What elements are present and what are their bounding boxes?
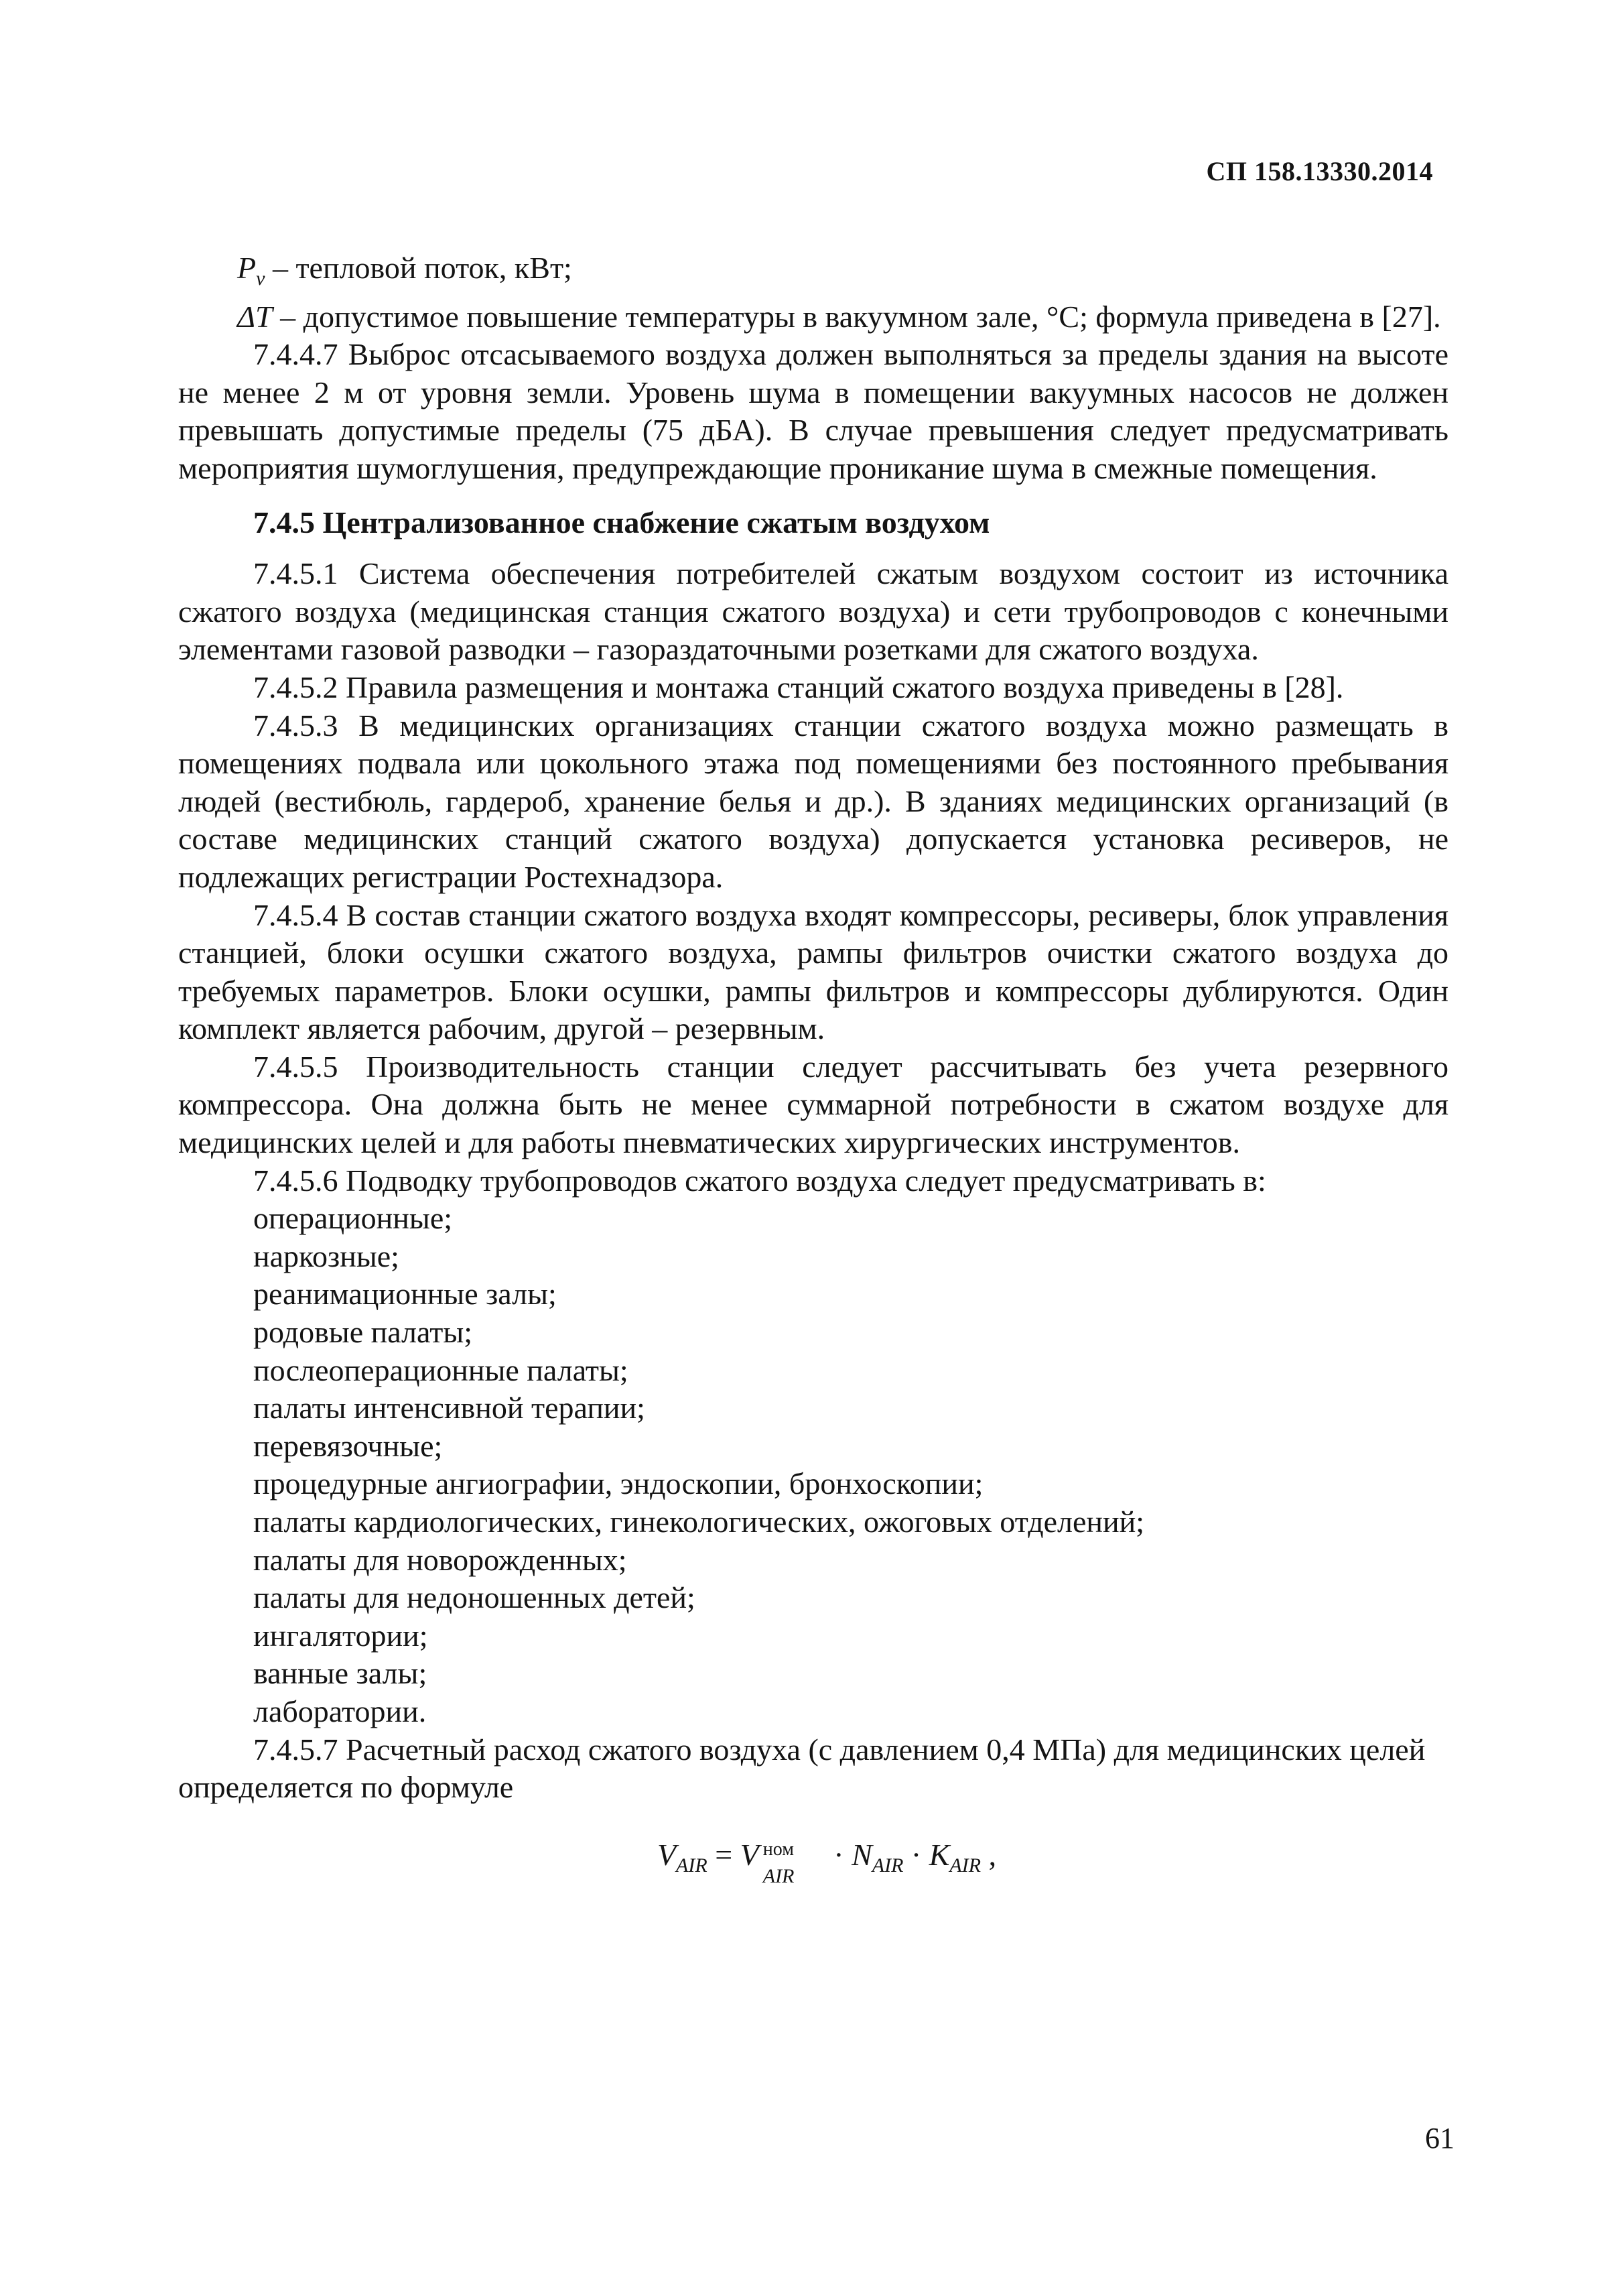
paragraph-7-4-5-4: 7.4.5.4 В состав станции сжатого воздуха входят компрессоры, ресиверы, блок управления станцией, блоки осушки сжатого воздуха, рампы фильтров очистки сжатого воздуха до требуемых параметров. Блоки осушки, рампы фильтров и компрессоры дублируются. Один комплект является рабочим, другой – резервным. xyxy=(178,897,1448,1046)
formula-v-air xyxy=(178,1836,1448,1885)
list-item: перевязочные; xyxy=(253,1428,443,1463)
list-item: палаты для недоношенных детей; xyxy=(253,1580,695,1615)
section-heading: 7.4.5 Централизованное снабжение сжатым воздухом xyxy=(253,505,990,539)
paragraph-7-4-5-5: 7.4.5.5 Производительность станции следует рассчитывать без учета резервного компрессора. Она должна быть не менее суммарной потребности в сжатом воздухе для медицинских целей и для работы пневматических хирургических инструментов. xyxy=(178,1049,1448,1160)
rooms-list xyxy=(178,1200,1448,1730)
document-code: СП 158.13330.2014 xyxy=(1206,156,1433,186)
formula-v-superscript: ном xyxy=(762,1838,794,1860)
formula-k-subscript: AIR xyxy=(949,1854,982,1876)
page-number: 61 xyxy=(1425,2122,1455,2155)
list-item: наркозные; xyxy=(253,1238,399,1273)
list-item: ванные залы; xyxy=(253,1656,427,1691)
formula-lhs-subscript: AIR xyxy=(676,1854,707,1876)
paragraph-7-4-5-6: 7.4.5.6 Подводку трубопроводов сжатого воздуха следует предусматривать в: xyxy=(253,1163,1266,1198)
definition-text: – тепловой поток, кВт; xyxy=(265,251,572,285)
definition-delta-t xyxy=(237,298,1448,336)
list-item: процедурные ангиографии, эндоскопии, бронхоскопии; xyxy=(253,1466,984,1501)
list-item: операционные; xyxy=(253,1201,453,1236)
document-body xyxy=(178,249,1448,1885)
paragraph-7-4-5-3: 7.4.5.3 В медицинских организациях станции сжатого воздуха можно размещать в помещениях подвала или цокольного этажа под помещениями без постоянного пребывания людей (вестибюль, гардероб, хранение белья и др.). В зданиях медицинских организаций (в составе медицинских станций сжатого воздуха) допускается установка ресиверов, не подлежащих регистрации Ростехнадзора. xyxy=(178,708,1448,894)
list-item: лаборатории. xyxy=(253,1694,427,1728)
paragraph-7-4-5-1: 7.4.5.1 Система обеспечения потребителей сжатым воздухом состоит из источника сжатого воздуха (медицинская станция сжатого воздуха) и сети трубопроводов с конечными элементами газовой разводки – газораздаточными розетками для сжатого воздуха. xyxy=(178,556,1448,667)
formula-v-subscript: AIR xyxy=(762,1864,795,1887)
list-item: палаты интенсивной терапии; xyxy=(253,1391,645,1425)
paragraph-7-4-4-7: 7.4.4.7 Выброс отсасываемого воздуха должен выполняться за пределы здания на высоте не менее 2 м от уровня земли. Уровень шума в помещении вакуумных насосов не должен превышать допустимые пределы (75 дБА). В случае превышения следует предусматривать мероприятия шумоглушения, предупреждающие проникание шума в смежные помещения. xyxy=(178,337,1448,485)
formula-k: K xyxy=(929,1837,950,1872)
list-item: родовые палаты; xyxy=(253,1315,473,1350)
list-item: палаты для новорожденных; xyxy=(253,1542,627,1577)
formula-n: N xyxy=(852,1837,872,1872)
list-item: палаты кардиологических, гинекологических, ожоговых отделений; xyxy=(253,1505,1145,1539)
formula-v: V xyxy=(740,1837,759,1872)
definition-list xyxy=(178,249,1448,336)
list-item: ингалятории; xyxy=(253,1618,428,1653)
symbol: P xyxy=(237,251,257,285)
formula-dot: · xyxy=(825,1837,852,1872)
definition-text: – допустимое повышение температуры в вакуумном зале, °С; формула приведена в [27]. xyxy=(272,299,1441,334)
formula-n-subscript: AIR xyxy=(872,1854,904,1876)
definition-pv xyxy=(237,249,1448,298)
paragraph-7-4-5-7: 7.4.5.7 Расчетный расход сжатого воздуха (с давлением 0,4 МПа) для медицинских целей определяется по формуле xyxy=(178,1732,1426,1805)
list-item: реанимационные залы; xyxy=(253,1277,557,1312)
list-item: послеоперационные палаты; xyxy=(253,1352,628,1387)
formula-v-indices xyxy=(759,1838,826,1887)
formula-equals: = xyxy=(707,1837,740,1872)
symbol-subscript: v xyxy=(256,267,265,290)
formula-lhs: V xyxy=(657,1837,677,1872)
formula-dot: · xyxy=(903,1837,929,1872)
paragraph-7-4-5-2: 7.4.5.2 Правила размещения и монтажа станций сжатого воздуха приведены в [28]. xyxy=(253,669,1344,704)
symbol: ΔT xyxy=(237,299,273,334)
formula-tail: , xyxy=(981,1837,997,1872)
